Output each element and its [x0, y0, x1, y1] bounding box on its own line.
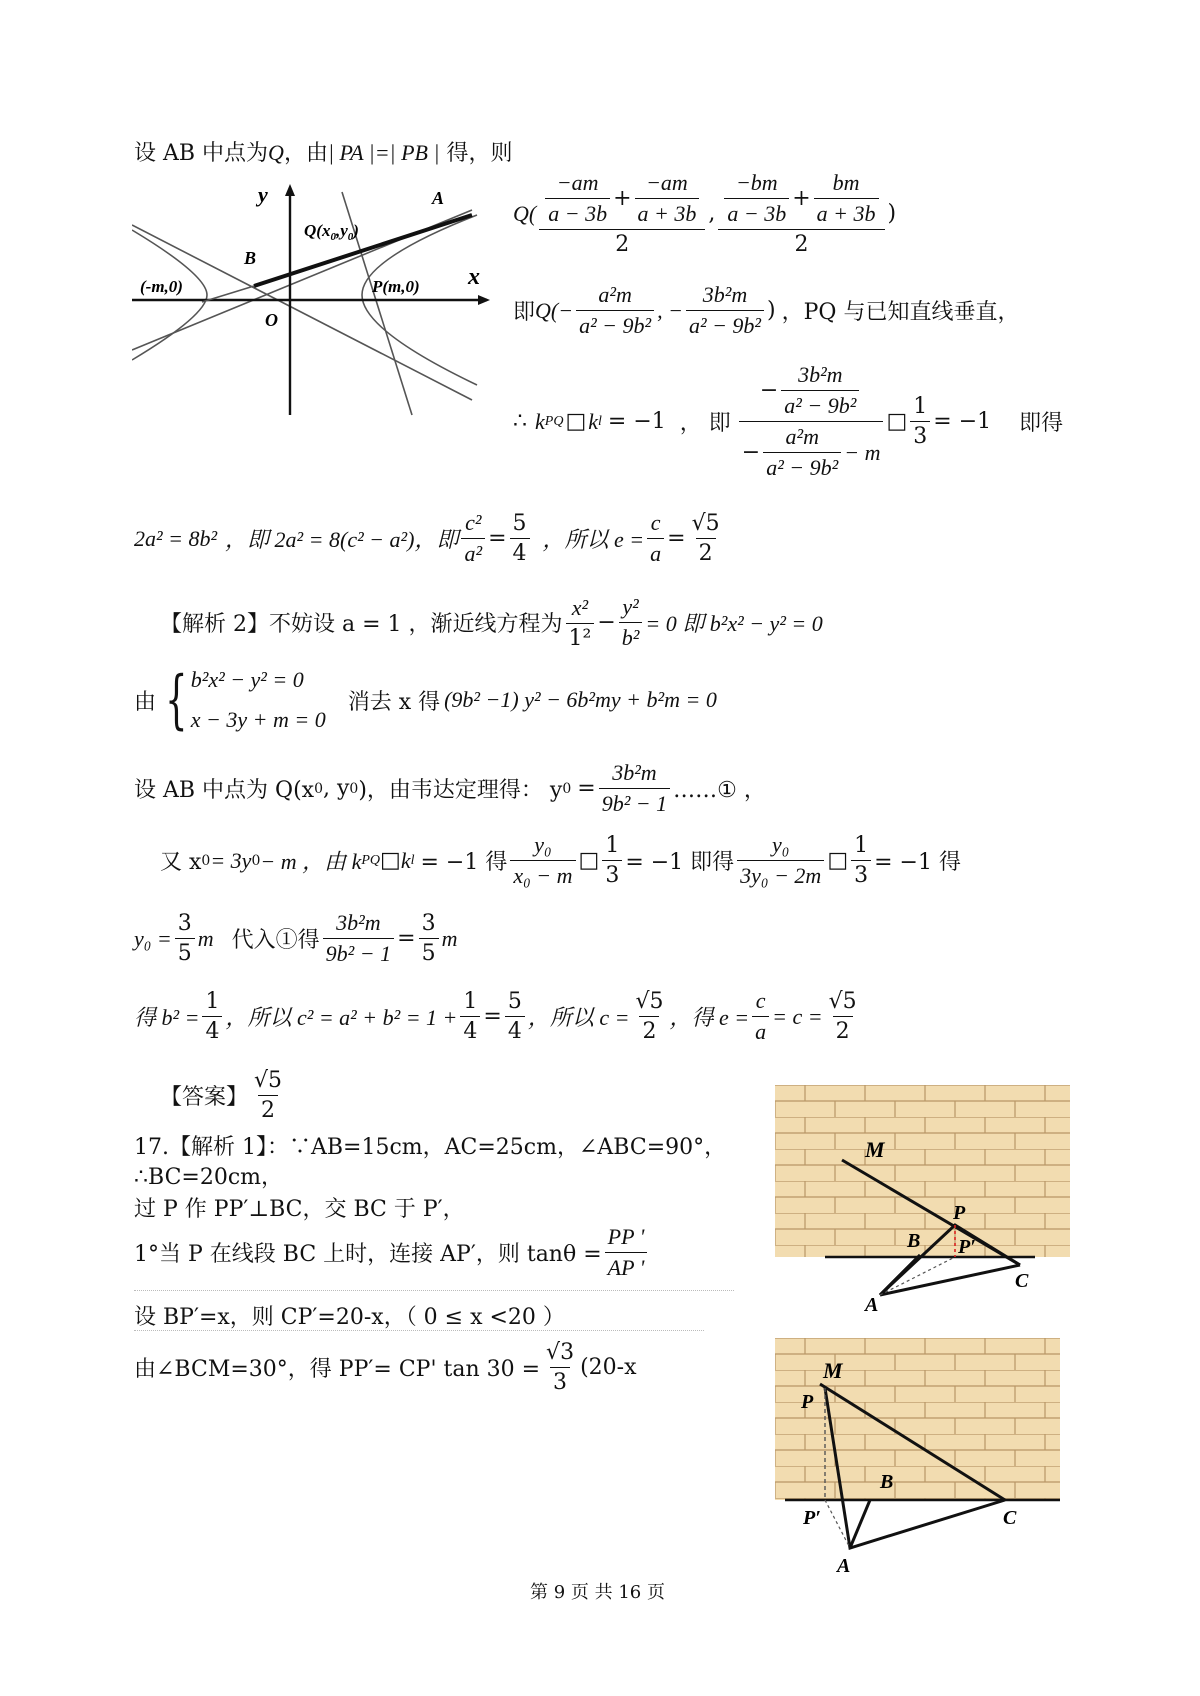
side-ac [880, 1265, 1020, 1295]
text: 设 AB 中点为 [134, 141, 269, 166]
side-ab [850, 1500, 870, 1548]
text: | PA |=| PB | [327, 140, 440, 165]
dotted-rule [134, 1290, 734, 1291]
point-b-label: B [907, 1230, 921, 1252]
brick-wall [775, 1085, 1070, 1257]
text: ，由 [283, 141, 328, 166]
p17-line-4: 1°当 P 在线段 BC 上时，连接 AP′，则 tanθ = $\frac{PP '}{AP '}$ [134, 1224, 650, 1281]
dashed-ap [880, 1257, 955, 1295]
point-p-label: P [953, 1202, 966, 1224]
q-expression [513, 170, 896, 257]
point-p-prime-label: P′ [958, 1236, 976, 1258]
point-a-label: A [432, 188, 445, 208]
p17-line-1: 17.【解析 1】：∵AB=15cm，AC=25cm，∠ABC=90°， [134, 1135, 727, 1160]
brick-wall-figure-1 [775, 1085, 1070, 1315]
eccentricity-line: 2a² = 8b² ，即 2a² = 8(c² − a²)，即 $\frac{\text{c²}}{\text{a²}}$ = $\frac{5}{4}$ ，所以 e = $\frac{c}{a}$ = $\frac{√5}{2}$ [134, 510, 720, 566]
brick-wall-figure-2 [775, 1338, 1070, 1588]
text: Q( [513, 200, 537, 226]
equation-system: 由 { b²x² − y² = 0 x − 3y + m = 0 消去 x 得 (9b² −1) y² − 6b²my + b²m = 0 [134, 663, 717, 737]
intro-line [134, 136, 513, 167]
point-p-label: P(m,0) [372, 277, 420, 296]
q-simplified: 即 Q(− $\frac{\text{a²m}}{\text{a² − 9b²}}$ , − $\frac{\text{3b²m}}{\text{a² − 9b²}}$ ) ，PQ 与已知直线垂直， [513, 282, 1020, 338]
origin-label: O [265, 310, 278, 330]
point-p-label: P [801, 1391, 814, 1413]
brick-wall [775, 1338, 1060, 1500]
page-footer: 第 9 页 共 16 页 [530, 1582, 665, 1603]
text: 得，则 [439, 141, 513, 166]
point-c-label: C [1003, 1507, 1017, 1529]
p17-line-5: 设 BP′=x，则 CP′=20-x，（ 0 ≤ x <20 ） [134, 1305, 565, 1330]
point-a-label: A [865, 1294, 879, 1315]
point-a-label: A [837, 1555, 851, 1577]
x-label: x [468, 264, 480, 290]
p17-line-2: ∴BC=20cm， [134, 1165, 284, 1190]
point-m-label: M [865, 1137, 885, 1162]
point-c-label: C [1015, 1270, 1029, 1292]
x-axis-arrow [478, 295, 490, 305]
hyperbola-figure [132, 180, 492, 420]
point-b-label: B [244, 248, 257, 268]
dotted-rule [134, 1330, 704, 1331]
chord-ab [254, 215, 472, 286]
point-q-label: $Q(x_0,y_0)$ [304, 221, 359, 243]
answer-line: 【答案】 $\frac{√5}{2}$ [160, 1068, 283, 1123]
vieta-line: 设 AB 中点为 Q(x 0 , y 0 )，由韦达定理得： y 0 = $\frac{\text{3b²m}}{\text{9b² − 1}}$ ……① ， [134, 760, 766, 816]
text: ) [887, 201, 897, 226]
y-label: y [258, 182, 268, 207]
y0-line: y₀ = $\frac{3}{5}$ m 代入①得 $\frac{\text{3b²m}}{\text{9b² − 1}}$ = $\frac{3}{5}$ m [134, 910, 458, 966]
point-m-label: M [823, 1358, 843, 1383]
point-b-label: B [880, 1471, 894, 1493]
point-p-prime-label: P′ [803, 1507, 821, 1529]
b-squared-line: 得 b² = $\frac{1}{4}$ ，所以 c² = a² + b² = 1 + $\frac{1}{4}$ = $\frac{5}{4}$ ，所以 c = $\frac{√5}{2}$ ，得 e = $\frac{c}{a}$ = c = $\frac{√5}{2}$ [134, 988, 857, 1044]
text: Q [268, 140, 284, 165]
fraction: $\frac{-bm}{a - 3b}$ + $\frac{bm}{a + 3b}$ 2 [718, 170, 884, 257]
y-axis-arrow [285, 184, 295, 196]
p17-line-3: 过 P 作 PP′⊥BC，交 BC 于 P′， [134, 1197, 465, 1222]
fraction: $\frac{-am}{a - 3b}$ + $\frac{-am}{a + 3b}$ 2 [539, 170, 705, 257]
neg-m-label: (-m,0) [140, 277, 183, 296]
asymptote-line [132, 225, 472, 400]
slope-line-2: 又 x 0 = 3y 0 − m ，由 k PQ □ k l = −1 得 $\frac{\text{y₀}}{\text{x₀ − m}}$ □ $\frac{1}{3}$ = −1 即得 $\frac{\text{y₀}}{\text{3y₀ − 2m}}$ □ $\frac{1}{3}$ = −1 得 [160, 832, 961, 888]
solution-2-line: 【解析 2】 不妨设 a = 1 ，渐近线方程为 $\frac{\text{x²}}{\text{1²}}$ − $\frac{\text{y²}}{\text{b²}}$ = 0 即 b²x² − y² = 0 [160, 594, 823, 651]
slope-condition: ∴ k PQ □ k l = −1 ， 即 − $\frac{\text{3b²m}}{\text{a² − 9b²}}$ − $\frac{\text{a²m}}{\text{a² − 9b²}}$ − m □ $\frac{1}{3}$ = −1 即得 [513, 362, 1064, 480]
text: , [708, 201, 716, 226]
p17-line-6: 由∠BCM=30°，得 PP′= CP' tan 30 = $\frac{√3}{3}$ (20-x [134, 1340, 637, 1395]
